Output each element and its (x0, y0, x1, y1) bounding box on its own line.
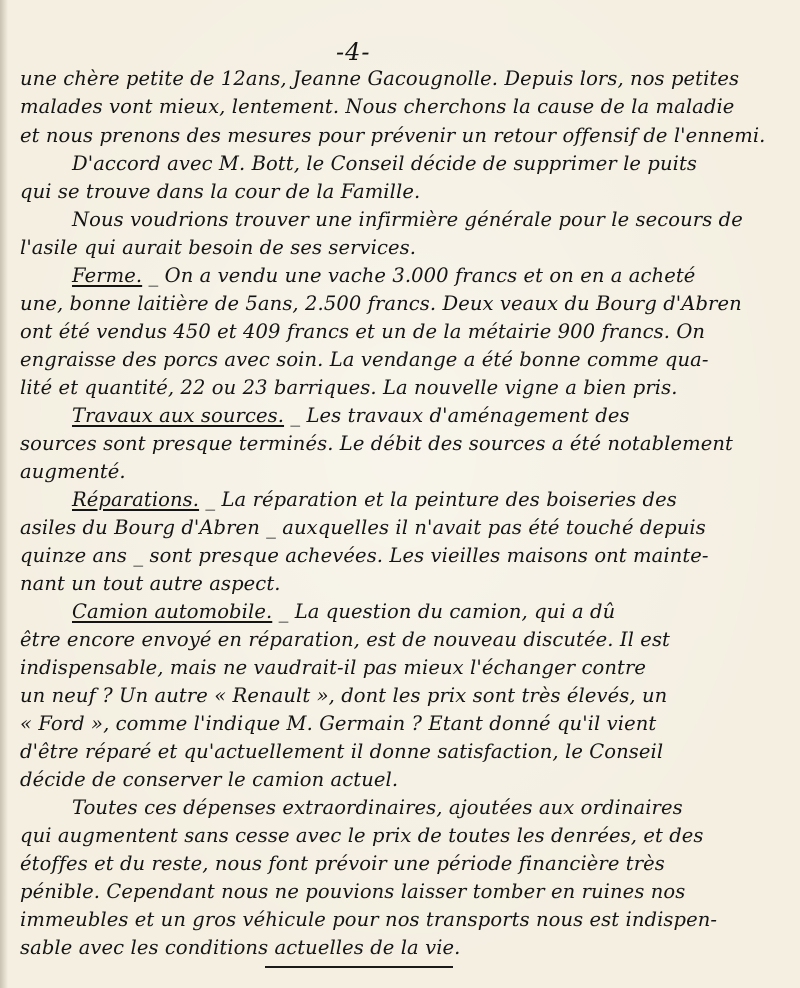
section-text: _ La réparation et la peinture des boiseries des (199, 488, 677, 511)
section-text: _ On a vendu une vache 3.000 francs et on en a acheté (142, 264, 696, 287)
text-line: qui augmentent sans cesse avec le prix de toutes les denrées, et des (20, 824, 704, 847)
text-line: sources sont presque terminés. Le débit des sources a été notablement (20, 432, 733, 455)
text-line: quinze ans _ sont presque achevées. Les vieilles maisons ont mainte- (20, 544, 709, 567)
text-line: engraisse des porcs avec soin. La vendange a été bonne comme qua- (20, 348, 709, 371)
page-edge-shadow (0, 0, 8, 988)
text-line: immeubles et un gros véhicule pour nos transports nous est indispen- (20, 908, 718, 931)
text-line: indispensable, mais ne vaudrait-il pas mieux l'échanger contre (20, 656, 647, 679)
text-line: pénible. Cependant nous ne pouvions laisser tomber en ruines nos (20, 880, 686, 903)
paragraph-start-line: D'accord avec M. Bott, le Conseil décide de supprimer le puits (72, 152, 697, 175)
text-line: une, bonne laitière de 5ans, 2.500 francs. Deux veaux du Bourg d'Abren (20, 292, 742, 315)
closing-rule (265, 966, 453, 968)
text-line: une chère petite de 12ans, Jeanne Gacougnolle. Depuis lors, nos petites (20, 67, 740, 90)
text-line: asiles du Bourg d'Abren _ auxquelles il n'avait pas été touché depuis (20, 516, 706, 539)
text-line: lité et quantité, 22 ou 23 barriques. La nouvelle vigne a bien pris. (20, 376, 678, 399)
section-line-reparations (72, 485, 782, 515)
paragraph-start-line: Nous voudrions trouver une infirmière générale pour le secours de (72, 208, 743, 231)
text-line: et nous prenons des mesures pour prévenir un retour offensif de l'ennemi. (20, 124, 766, 147)
text-line: qui se trouve dans la cour de la Famille. (20, 180, 421, 203)
section-heading-reparations: Réparations. (72, 488, 200, 511)
section-line-ferme (72, 261, 782, 291)
section-heading-ferme: Ferme. (72, 264, 143, 287)
text-line: décide de conserver le camion actuel. (20, 768, 399, 791)
section-heading-travaux: Travaux aux sources. (72, 404, 285, 427)
text-line: être encore envoyé en réparation, est de nouveau discutée. Il est (20, 628, 670, 651)
text-line: un neuf ? Un autre « Renault », dont les prix sont très élevés, un (20, 684, 668, 707)
text-line: nant un tout autre aspect. (20, 572, 281, 595)
text-line: d'être réparé et qu'actuellement il donne satisfaction, le Conseil (20, 740, 664, 763)
text-line: « Ford », comme l'indique M. Germain ? Etant donné qu'il vient (20, 712, 657, 735)
section-line-camion (72, 597, 782, 627)
text-line: étoffes et du reste, nous font prévoir une période financière très (20, 852, 665, 875)
page-number: -4- (336, 38, 371, 66)
text-line: sable avec les conditions actuelles de la vie. (20, 936, 461, 959)
text-line: augmenté. (20, 460, 126, 483)
section-text: _ Les travaux d'aménagement des (284, 404, 630, 427)
paragraph-start-line: Toutes ces dépenses extraordinaires, ajoutées aux ordinaires (72, 796, 683, 819)
section-heading-camion: Camion automobile. (72, 600, 273, 623)
text-line: l'asile qui aurait besoin de ses services. (20, 236, 417, 259)
text-line: malades vont mieux, lentement. Nous cherchons la cause de la maladie (20, 95, 735, 118)
section-line-travaux (72, 401, 782, 431)
text-line: ont été vendus 450 et 409 francs et un de la métairie 900 francs. On (20, 320, 706, 343)
section-text: _ La question du camion, qui a dû (272, 600, 616, 623)
